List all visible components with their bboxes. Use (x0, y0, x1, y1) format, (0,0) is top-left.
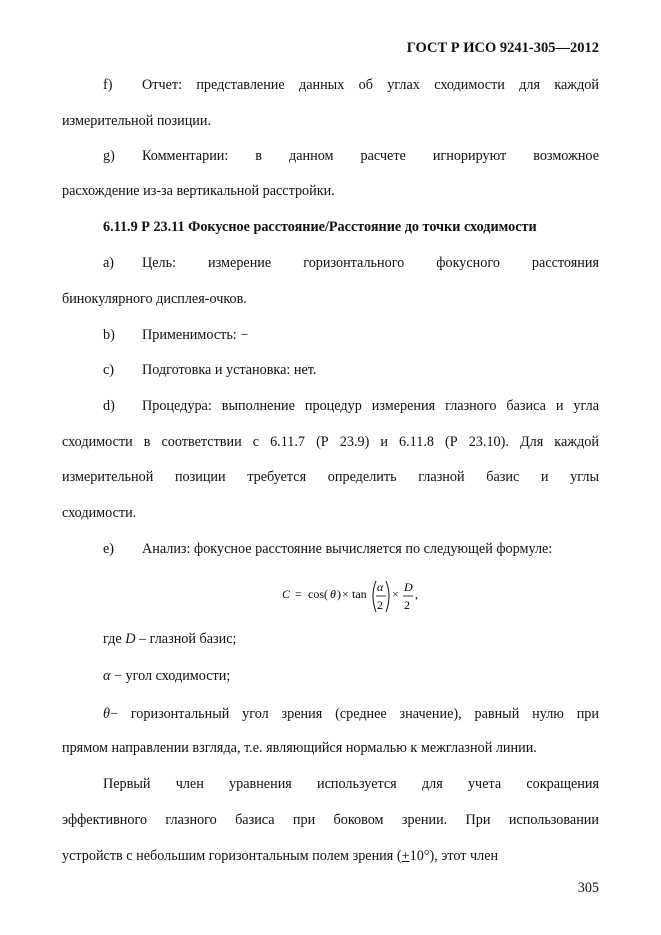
formula-theta: θ (330, 587, 336, 601)
where-d-symbol: D (125, 631, 136, 647)
list-b-text: Применимость: − (142, 327, 249, 343)
closing-line3-a: устройств с небольшим горизонтальным полем зрения ( (62, 848, 402, 864)
document-header: ГОСТ Р ИСО 9241-305—2012 (406, 40, 599, 56)
section-heading: 6.11.9 Р 23.11 Фокусное расстояние/Расстояние до точки сходимости (103, 219, 537, 235)
list-d-label: d) (103, 398, 115, 414)
closing-line3 (62, 848, 599, 865)
where-theta-line1 (103, 706, 599, 723)
formula-two-1: 2 (377, 598, 383, 612)
list-e-label: e) (103, 541, 115, 557)
where-d-prefix: где (103, 631, 126, 647)
item-f-line2: измерительной позиции. (62, 113, 212, 129)
formula-close: ) (337, 587, 341, 601)
formula-right-paren (386, 581, 389, 612)
formula-lhs: C (282, 587, 291, 601)
focal-distance-formula (282, 577, 432, 617)
where-theta-text: − горизонтальный угол зрения (среднее значение), равный нулю при (109, 706, 599, 722)
closing-line3-b: 10°), этот член (409, 848, 499, 864)
item-f-line1: Отчет: представление данных об углах сходимости для каждой (142, 77, 599, 93)
list-d-line2: сходимости в соответствии с 6.11.7 (Р 23.9) и 6.11.8 (Р 23.10). Для каждой (62, 434, 599, 450)
item-f-label: f) (103, 77, 113, 93)
list-c-label: c) (103, 362, 115, 378)
list-a-label: a) (103, 255, 115, 271)
formula-tan: tan (352, 587, 367, 601)
where-theta-line2: прямом направлении взгляда, т.е. являющийся нормалью к межглазной линии. (62, 740, 537, 756)
formula-times-2: × (392, 587, 399, 601)
list-d-line4: сходимости. (62, 505, 137, 521)
formula-two-2: 2 (404, 598, 410, 612)
list-a-line1: Цель: измерение горизонтального фокусного расстояния (142, 255, 599, 271)
formula-comma: , (415, 587, 418, 601)
formula-eq: = (295, 587, 302, 601)
list-e-text: Анализ: фокусное расстояние вычисляется по следующей формуле: (142, 541, 553, 557)
formula-times-1: × (342, 587, 349, 601)
item-g-line1: Комментарии: в данном расчете игнорируют возможное (142, 148, 599, 164)
formula-alpha: α (377, 580, 384, 594)
where-alpha-text: − угол сходимости; (110, 668, 231, 684)
list-d-line1: Процедура: выполнение процедур измерения глазного базиса и угла (142, 398, 599, 414)
formula-D: D (404, 580, 413, 594)
where-theta-symbol: θ (103, 706, 110, 722)
formula-left-paren (373, 581, 376, 612)
closing-plus-minus: + (401, 848, 410, 864)
where-alpha-symbol: α (103, 668, 111, 684)
item-g-line2: расхождение из-за вертикальной расстройки. (62, 183, 335, 199)
where-alpha (103, 668, 230, 685)
closing-line2: эффективного глазного базиса при боковом зрении. При использовании (62, 812, 599, 828)
where-d (103, 631, 236, 648)
list-d-line3: измерительной позиции требуется определить глазной базис и углы (62, 469, 599, 485)
list-b-label: b) (103, 327, 115, 343)
formula-cos: cos( (308, 587, 328, 601)
closing-line1: Первый член уравнения используется для учета сокращения (103, 776, 599, 792)
where-d-text: – глазной базис; (135, 631, 237, 647)
item-g-label: g) (103, 148, 115, 164)
page-number: 305 (577, 880, 599, 896)
list-c-text: Подготовка и установка: нет. (142, 362, 317, 378)
list-a-line2: бинокулярного дисплея-очков. (62, 291, 247, 307)
